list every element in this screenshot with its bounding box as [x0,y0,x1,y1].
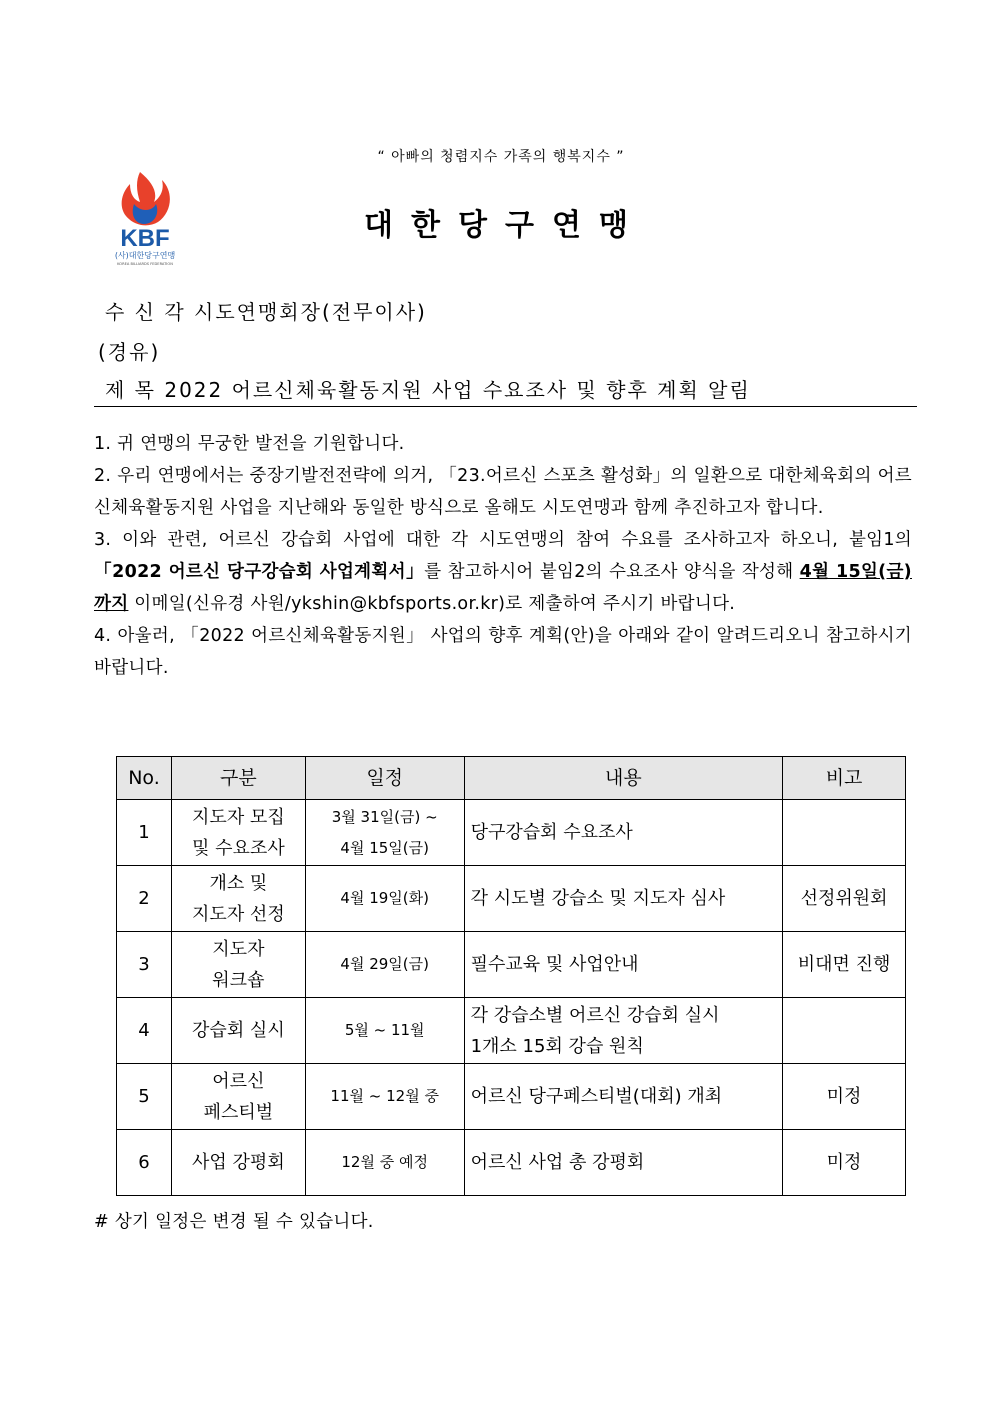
subject-divider [94,406,917,407]
row-content: 당구강습회 수요조사 [464,800,783,866]
footnote: # 상기 일정은 변경 될 수 있습니다. [94,1212,374,1232]
header-note: 비고 [783,757,906,800]
recipient-line: 수 신 각 시도연맹회장(전무이사) [105,300,427,324]
subject-line: 제 목 2022 어르신체육활동지원 사업 수요조사 및 향후 계획 알림 [105,378,751,402]
row-schedule: 4월 29일(금) [305,932,464,998]
row-content: 각 시도별 강습소 및 지도자 심사 [464,866,783,932]
table-row [117,1130,906,1196]
row-category: 강습회 실시 [171,998,305,1064]
row-schedule: 12월 중 예정 [305,1130,464,1196]
row-no: 1 [117,800,172,866]
schedule-table [116,756,906,1196]
row-note: 비대면 진행 [783,932,906,998]
row-schedule: 11월 ~ 12월 중 [305,1064,464,1130]
row-category: 어르신 페스티벌 [171,1064,305,1130]
table-row [117,866,906,932]
row-no: 4 [117,998,172,1064]
table-row [117,1064,906,1130]
row-note [783,800,906,866]
row-category: 사업 강평회 [171,1130,305,1196]
paragraph-1: 1. 귀 연맹의 무궁한 발전을 기원합니다. [94,434,405,454]
table-row [117,800,906,866]
logo-korean: (사)대한당구연맹 [114,251,176,260]
logo-english: KOREA BILLIARDS FEDERATION [117,262,173,266]
row-note: 선정위원회 [783,866,906,932]
row-content: 각 강습소별 어르신 강습회 실시 1개소 15회 강습 원칙 [464,998,783,1064]
header-no: No. [117,757,172,800]
paragraph-3 [94,524,912,620]
row-category: 지도자 모집 및 수요조사 [171,800,305,866]
deadline: 4월 15일(금)까지 [94,562,912,614]
row-no: 3 [117,932,172,998]
row-content: 어르신 사업 총 강평회 [464,1130,783,1196]
header-content: 내용 [464,757,783,800]
paragraph-3-text-e: 이메일(신유경 사원/ykshin@kbfsports.or.kr)로 제출하여 주시기 바랍니다. [128,594,736,614]
row-schedule: 4월 19일(화) [305,866,464,932]
paragraph-4: 4. 아울러, 「2022 어르신체육활동지원」 사업의 향후 계획(안)을 아래와 같이 알려드리오니 참고하시기 바랍니다. [94,626,912,678]
row-note: 미정 [783,1130,906,1196]
row-category: 지도자 워크숍 [171,932,305,998]
row-content: 필수교육 및 사업안내 [464,932,783,998]
table-header-row [117,757,906,800]
table-row [117,998,906,1064]
header-schedule: 일정 [305,757,464,800]
paragraph-2: 2. 우리 연맹에서는 중장기발전전략에 의거, 「23.어르신 스포츠 활성화」의 일환으로 대한체육회의 어르신체육활동지원 사업을 지난해와 동일한 방식으로 올해도 시도연맹과 함께 추진하고자 합니다. [94,466,912,518]
logo-letters: KBF [120,225,170,252]
table-row [117,932,906,998]
paragraph-3-text-a: 3. 이와 관련, 어르신 강습회 사업에 대한 각 시도연맹의 참여 수요를 조사하고자 하오니, 붙임1의 [94,530,912,550]
row-no: 5 [117,1064,172,1130]
document-body [94,428,912,684]
slogan: “ 아빠의 청렴지수 가족의 행복지수 ” [377,149,625,165]
row-content: 어르신 당구페스티벌(대회) 개최 [464,1064,783,1130]
attachment-title: 「2022 어르신 당구강습회 사업계획서」 [94,562,425,582]
row-schedule: 5월 ~ 11월 [305,998,464,1064]
org-title: 대한당구연맹 [364,208,646,243]
via-line: (경유) [98,340,161,364]
row-no: 2 [117,866,172,932]
row-no: 6 [117,1130,172,1196]
row-note: 미정 [783,1064,906,1130]
row-category: 개소 및 지도자 선정 [171,866,305,932]
paragraph-3-text-c: 를 참고하시어 붙임2의 수요조사 양식을 작성해 [424,562,800,582]
row-schedule: 3월 31일(금) ~ 4월 15일(금) [305,800,464,866]
row-note [783,998,906,1064]
header-category: 구분 [171,757,305,800]
